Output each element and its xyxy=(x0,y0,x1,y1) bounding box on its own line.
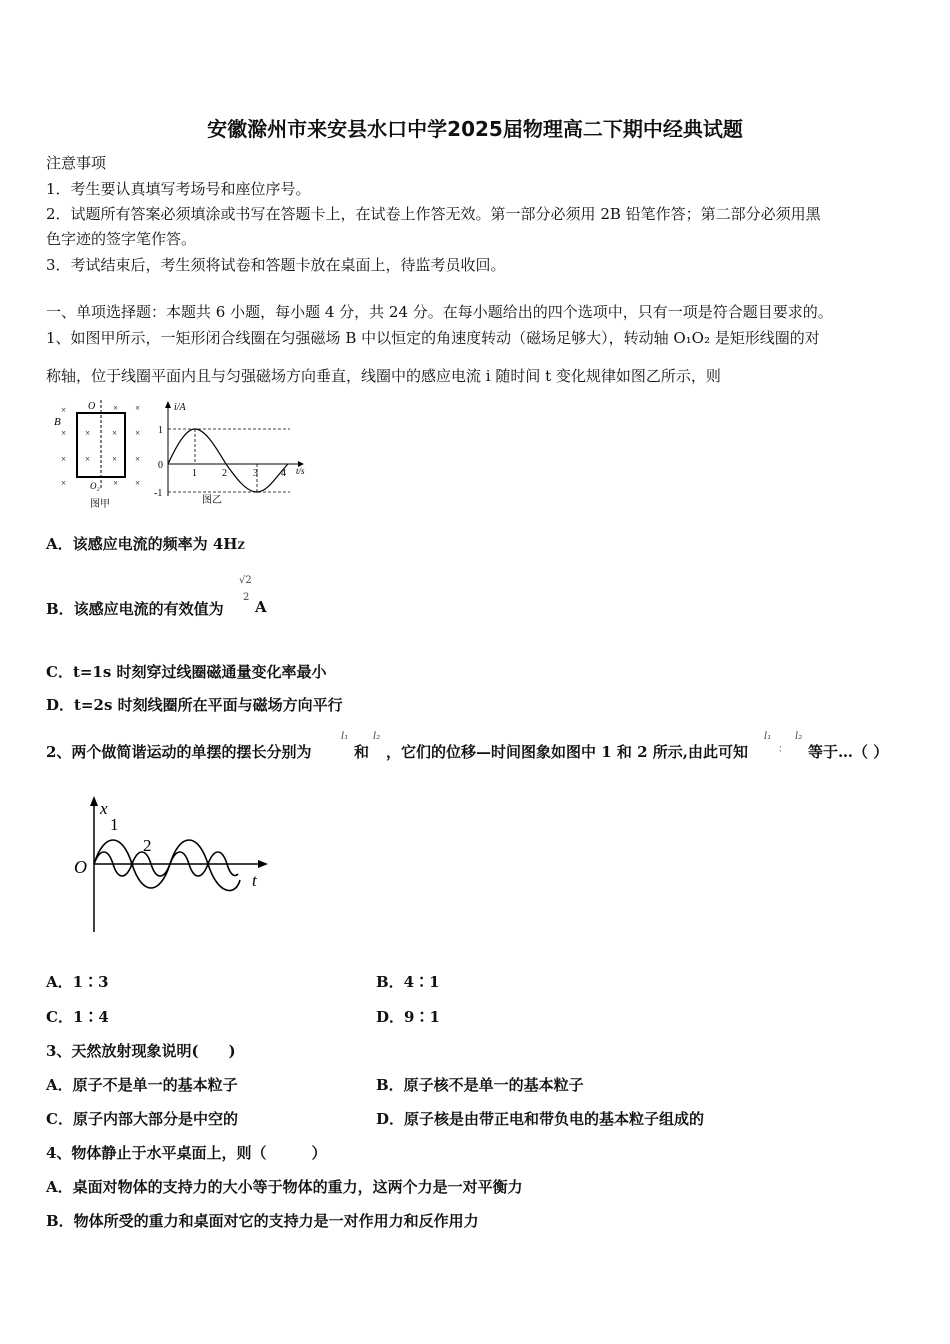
q2-ratio-l2: l₂ xyxy=(795,731,803,742)
tick-x2: 2 xyxy=(222,468,227,479)
q2-option-c: C．1∶4 xyxy=(46,1008,109,1026)
q2-ratio-l1: l₁ xyxy=(764,731,772,742)
field-cross: × xyxy=(113,478,119,488)
q1-option-a: A．该感应电流的频率为 4HZ xyxy=(46,535,245,553)
figure-yi xyxy=(154,401,305,506)
q1-stem-line1: 1、如图甲所示，一矩形闭合线圈在匀强磁场 B 中以恒定的角速度转动（磁场足够大），转动轴 O₁O₂ 是矩形线圈的对 xyxy=(46,329,820,347)
q1-figure xyxy=(50,396,315,514)
section-heading: 一、单项选择题：本题共 6 小题，每小题 4 分，共 24 分。在每小题给出的四个选项中，只有一项是符合题目要求的。 xyxy=(46,303,833,321)
q2-colon: ： xyxy=(778,744,788,755)
q4-option-b: B．物体所受的重力和桌面对它的支持力是一对作用力和反作用力 xyxy=(46,1212,479,1230)
q2-stem-b: ，它们的位移—时间图象如图中 1 和 2 所示,由此可知 xyxy=(386,743,748,761)
q1-b-numerator: √2 xyxy=(239,575,252,586)
field-cross: × xyxy=(113,403,119,413)
q3-option-b: B．原子核不是单一的基本粒子 xyxy=(376,1076,584,1094)
label-O1: O xyxy=(88,401,96,412)
label-yi: 图乙 xyxy=(202,495,222,506)
q1-option-d: D．t=2s 时刻线圈所在平面与磁场方向平行 xyxy=(46,696,343,714)
origin-label: O xyxy=(74,857,87,877)
notice-item: 1．考生要认真填写考场号和座位序号。 xyxy=(46,180,311,198)
current-curve xyxy=(168,429,288,492)
label-O2: O₂ xyxy=(90,481,100,491)
q1-b-denominator: 2 xyxy=(243,592,250,603)
field-cross: × xyxy=(112,428,118,438)
q3-option-d: D．原子核是由带正电和带负电的基本粒子组成的 xyxy=(376,1110,705,1128)
field-cross: × xyxy=(85,454,91,464)
field-cross: × xyxy=(112,454,118,464)
tick-1: 1 xyxy=(158,425,163,436)
field-cross: × xyxy=(61,405,67,415)
q1-b-unit: A xyxy=(255,598,267,616)
axis-label-i: i/A xyxy=(174,402,186,413)
notice-item: 2．试题所有答案必须填涂或书写在答题卡上，在试卷上作答无效。第一部分必须用 2B 铅笔作答；第二部分必须用黑 xyxy=(46,205,821,223)
q2-option-d: D．9∶1 xyxy=(376,1008,440,1026)
q2-l2: l₂ xyxy=(373,731,381,742)
q2-option-b: B．4∶1 xyxy=(376,973,440,991)
label-jia: 图甲 xyxy=(90,499,110,510)
axis-label-t: t xyxy=(252,871,257,890)
q1-stem-line2: 称轴，位于线圈平面内且与匀强磁场方向垂直，线圈中的感应电流 i 随时间 t 变化规律如图乙所示，则 xyxy=(46,367,721,385)
tick-x1: 1 xyxy=(192,468,197,479)
field-cross: × xyxy=(61,428,67,438)
curve-label-2: 2 xyxy=(143,836,152,855)
tick-0: 0 xyxy=(158,460,163,471)
page-title: 安徽滁州市来安县水口中学2025届物理高二下期中经典试题 xyxy=(207,117,743,141)
q3-stem: 3、天然放射现象说明( ) xyxy=(46,1042,236,1060)
field-cross: × xyxy=(61,454,67,464)
q3-option-c: C．原子内部大部分是中空的 xyxy=(46,1110,238,1128)
tick-x4: 4 xyxy=(281,468,286,479)
q2-he: 和 xyxy=(354,743,370,761)
label-B: B xyxy=(54,416,61,428)
q4-stem: 4、物体静止于水平桌面上，则（ ） xyxy=(46,1144,327,1162)
field-cross: × xyxy=(135,428,141,438)
notice-heading: 注意事项 xyxy=(46,154,107,172)
q1-option-a-sub: Z xyxy=(237,541,245,552)
field-cross: × xyxy=(85,428,91,438)
notice-item: 色字迹的签字笔作答。 xyxy=(46,230,197,248)
q2-figure xyxy=(60,790,290,940)
q2-l1: l₁ xyxy=(341,731,349,742)
tick-minus-1: -1 xyxy=(154,488,163,499)
q2-stem-c: 等于…（ ） xyxy=(808,743,889,761)
q1-option-c: C．t=1s 时刻穿过线圈磁通量变化率最小 xyxy=(46,663,327,681)
q4-option-a: A．桌面对物体的支持力的大小等于物体的重力，这两个力是一对平衡力 xyxy=(46,1178,523,1196)
figure-jia xyxy=(54,400,140,510)
q2-stem-a: 2、两个做简谐运动的单摆的摆长分别为 xyxy=(46,743,312,761)
q2-option-a: A．1∶3 xyxy=(46,973,109,991)
q1-option-b: B．该感应电流的有效值为 xyxy=(46,600,224,618)
axis-label-x: x xyxy=(100,799,108,818)
field-cross: × xyxy=(61,478,67,488)
q3-option-a: A．原子不是单一的基本粒子 xyxy=(46,1076,238,1094)
curve-label-1: 1 xyxy=(110,815,119,834)
field-cross: × xyxy=(135,478,141,488)
field-cross: × xyxy=(135,454,141,464)
field-cross: × xyxy=(135,403,141,413)
curve-1 xyxy=(94,840,240,891)
tick-x3: 3 xyxy=(253,468,258,479)
axis-label-t: t/s xyxy=(296,466,305,476)
notice-item: 3．考试结束后，考生须将试卷和答题卡放在桌面上，待监考员收回。 xyxy=(46,256,506,274)
